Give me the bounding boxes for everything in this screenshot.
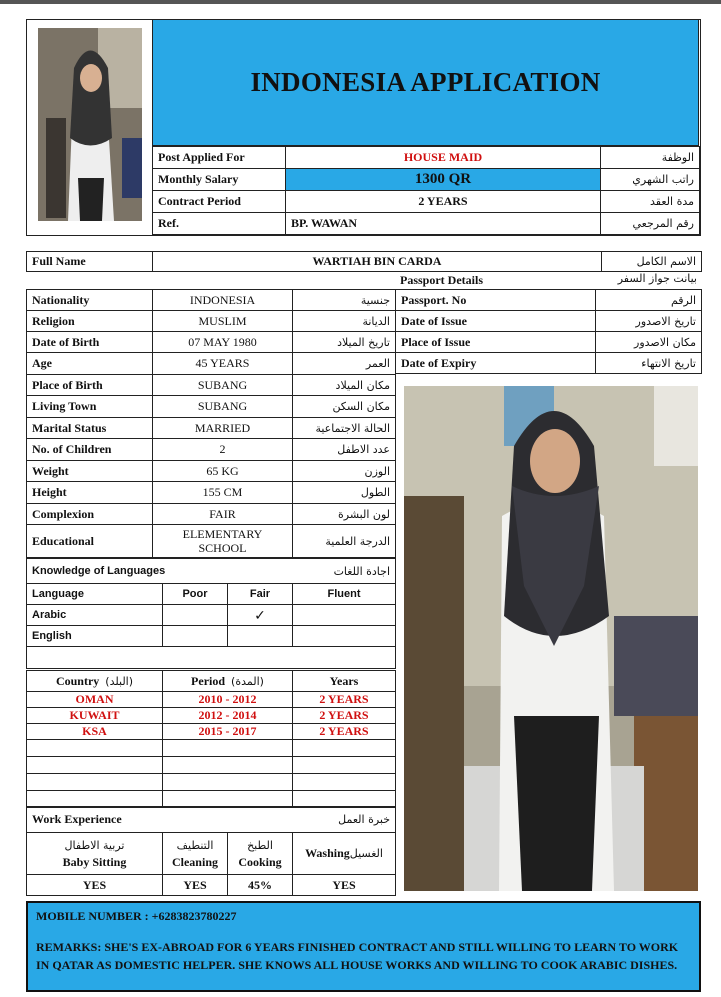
- abroad-period: 2012 - 2014: [163, 708, 293, 724]
- full-name-value: WARTIAH BIN CARDA: [153, 252, 602, 272]
- skill-cooking-value: 45%: [228, 875, 293, 896]
- personal-label-ar: الديانة: [293, 311, 396, 332]
- passport-label: Date of Expiry: [396, 353, 596, 374]
- passport-header-ar: بيانت جواز السفر: [617, 272, 697, 285]
- personal-label-ar: عدد الاطفل: [293, 439, 396, 461]
- abroad-row: [27, 708, 396, 724]
- passport-label-ar: تاريخ الانتهاء: [596, 353, 702, 374]
- full-name-label-ar: الاسم الكامل: [602, 252, 702, 272]
- applicant-photo-small: [38, 28, 142, 221]
- personal-label-ar: مكان السكن: [293, 396, 396, 418]
- personal-value: 65 KG: [153, 461, 293, 482]
- languages-header: Knowledge of Languages: [27, 559, 293, 584]
- job-row-post: [153, 147, 700, 169]
- personal-row: [27, 375, 396, 396]
- languages-col-fair: Fair: [228, 584, 293, 605]
- passport-label-ar: الرقم: [596, 290, 702, 311]
- personal-label-ar: لون البشرة: [293, 504, 396, 525]
- passport-table: [395, 289, 702, 374]
- abroad-country: OMAN: [27, 692, 163, 708]
- skill-cleaning-value: YES: [163, 875, 228, 896]
- abroad-empty-row: [27, 757, 396, 774]
- full-name-label: Full Name: [27, 252, 153, 272]
- personal-label-ar: تاريخ الميلاد: [293, 332, 396, 353]
- abroad-country: KUWAIT: [27, 708, 163, 724]
- personal-label: No. of Children: [27, 439, 153, 461]
- languages-table: [26, 558, 396, 669]
- personal-label: Place of Birth: [27, 375, 153, 396]
- personal-row: [27, 353, 396, 375]
- job-label: Post Applied For: [153, 147, 286, 169]
- languages-header-ar: اجادة اللغات: [293, 559, 396, 584]
- applicant-photo-large: [404, 386, 698, 891]
- passport-header: Passport Details: [400, 273, 483, 287]
- personal-row: [27, 396, 396, 418]
- languages-col-poor: Poor: [163, 584, 228, 605]
- abroad-country: KSA: [27, 724, 163, 740]
- abroad-empty-row: [27, 791, 396, 808]
- personal-row: [27, 311, 396, 332]
- personal-row: [27, 461, 396, 482]
- passport-label: Place of Issue: [396, 332, 596, 353]
- language-fluent: [293, 605, 396, 626]
- personal-value: 155 CM: [153, 482, 293, 504]
- abroad-empty-row: [27, 774, 396, 791]
- personal-label: Date of Birth: [27, 332, 153, 353]
- passport-label: Passport. No: [396, 290, 596, 311]
- job-value: 1300 QR: [286, 169, 601, 191]
- job-row-ref: [153, 213, 700, 235]
- personal-label-ar: الطول: [293, 482, 396, 504]
- personal-value: MARRIED: [153, 418, 293, 439]
- job-label-ar: راتب الشهري: [601, 169, 700, 191]
- personal-label-ar: العمر: [293, 353, 396, 375]
- job-value: BP. WAWAN: [286, 213, 601, 235]
- abroad-col-period: Period (المدة): [163, 671, 293, 692]
- education-line-2: SCHOOL: [198, 541, 247, 555]
- personal-label-ar: الدرجة العلمية: [293, 525, 396, 558]
- languages-col-language: Language: [27, 584, 163, 605]
- skill-cooking: الطبخ Cooking: [228, 833, 293, 875]
- personal-label: Height: [27, 482, 153, 504]
- applicant-portrait-small-image: [38, 28, 142, 221]
- personal-value: FAIR: [153, 504, 293, 525]
- personal-row: [27, 418, 396, 439]
- personal-label-ar: جنسية: [293, 290, 396, 311]
- skill-cleaning: التنطيف Cleaning: [163, 833, 228, 875]
- passport-label-ar: تاريخ الاصدور: [596, 311, 702, 332]
- abroad-years: 2 YEARS: [293, 724, 396, 740]
- skill-baby-sitting-value: YES: [27, 875, 163, 896]
- personal-row: [27, 332, 396, 353]
- abroad-col-country: Country (البلد): [27, 671, 163, 692]
- skill-washing-value: YES: [293, 875, 396, 896]
- job-value: HOUSE MAID: [286, 147, 601, 169]
- applicant-portrait-large-image: [404, 386, 698, 891]
- abroad-period: 2015 - 2017: [163, 724, 293, 740]
- personal-label: Living Town: [27, 396, 153, 418]
- remarks-box: [26, 901, 701, 992]
- languages-spacer-row: [27, 647, 396, 669]
- education-line-1: ELEMENTARY: [182, 527, 263, 541]
- abroad-period: 2010 - 2012: [163, 692, 293, 708]
- language-row-english: [27, 626, 396, 647]
- full-name-table: [26, 251, 702, 272]
- personal-value: 07 MAY 1980: [153, 332, 293, 353]
- personal-label: Weight: [27, 461, 153, 482]
- personal-label-ar: مكان الميلاد: [293, 375, 396, 396]
- job-label: Ref.: [153, 213, 286, 235]
- personal-value: SUBANG: [153, 396, 293, 418]
- personal-label-ar: الحالة الاجتماعية: [293, 418, 396, 439]
- work-header-ar: خبرة العمل: [293, 807, 396, 833]
- personal-label-ar: الوزن: [293, 461, 396, 482]
- skill-washing: Washingالغسيل: [293, 833, 396, 875]
- languages-col-fluent: Fluent: [293, 584, 396, 605]
- personal-label: Marital Status: [27, 418, 153, 439]
- abroad-experience-table: [26, 670, 396, 808]
- personal-label: Nationality: [27, 290, 153, 311]
- check-icon: ✓: [228, 605, 293, 626]
- work-header: Work Experience: [27, 807, 293, 833]
- personal-label: Complexion: [27, 504, 153, 525]
- personal-label: Age: [27, 353, 153, 375]
- personal-value: SUBANG: [153, 375, 293, 396]
- job-label: Monthly Salary: [153, 169, 286, 191]
- passport-label: Date of Issue: [396, 311, 596, 332]
- abroad-row: [27, 724, 396, 740]
- personal-details-table: [26, 289, 396, 558]
- job-label-ar: مدة العقد: [601, 191, 700, 213]
- personal-row: [27, 290, 396, 311]
- job-row-salary: [153, 169, 700, 191]
- work-experience-table: [26, 806, 396, 896]
- job-label-ar: رقم المرجعي: [601, 213, 700, 235]
- personal-row: [27, 439, 396, 461]
- abroad-col-years: Years: [293, 671, 396, 692]
- personal-row: [27, 482, 396, 504]
- skill-baby-sitting: تربية الاطفال Baby Sitting: [27, 833, 163, 875]
- page-title: INDONESIA APPLICATION: [152, 19, 699, 146]
- job-value: 2 YEARS: [286, 191, 601, 213]
- personal-value: [153, 525, 293, 558]
- personal-value: 2: [153, 439, 293, 461]
- abroad-years: 2 YEARS: [293, 708, 396, 724]
- abroad-row: [27, 692, 396, 708]
- language-poor: [163, 605, 228, 626]
- language-name: Arabic: [27, 605, 163, 626]
- remarks-text: REMARKS: SHE'S EX-ABROAD FOR 6 YEARS FINISHED CONTRACT AND STILL WILLING TO LEARN TO WORK IN QATAR AS DOMESTIC HELPER. SHE KNOWS ALL HOUSE WORKS AND WILLING TO COOK ARABIC DISHES.: [36, 940, 679, 972]
- job-table: [152, 146, 700, 235]
- personal-row: [27, 504, 396, 525]
- personal-label: Religion: [27, 311, 153, 332]
- personal-value: INDONESIA: [153, 290, 293, 311]
- language-fair: [228, 626, 293, 647]
- job-row-contract: [153, 191, 700, 213]
- language-row-arabic: [27, 605, 396, 626]
- personal-label: Educational: [27, 525, 153, 558]
- personal-value: MUSLIM: [153, 311, 293, 332]
- job-label: Contract Period: [153, 191, 286, 213]
- language-fluent: [293, 626, 396, 647]
- language-name: English: [27, 626, 163, 647]
- passport-label-ar: مكان الاصدور: [596, 332, 702, 353]
- page-top-bar: [0, 0, 721, 4]
- personal-value: 45 YEARS: [153, 353, 293, 375]
- mobile-number: MOBILE NUMBER : +6283823780227: [36, 909, 237, 923]
- abroad-years: 2 YEARS: [293, 692, 396, 708]
- abroad-empty-row: [27, 740, 396, 757]
- personal-row: [27, 525, 396, 558]
- job-label-ar: الوظفة: [601, 147, 700, 169]
- language-poor: [163, 626, 228, 647]
